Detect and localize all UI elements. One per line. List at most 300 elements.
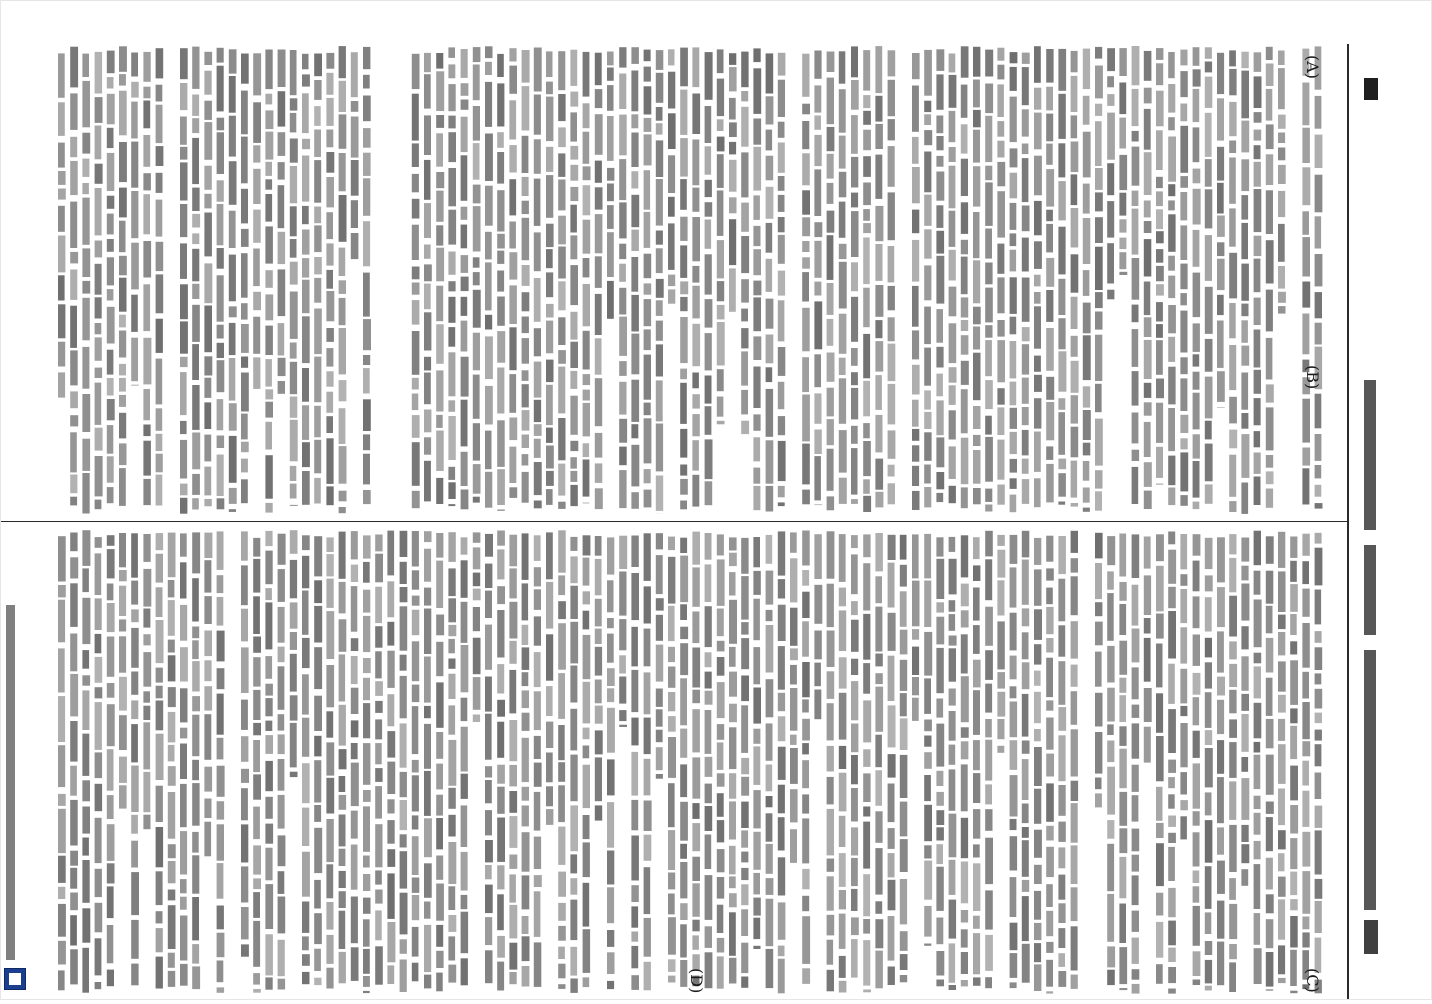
text-line-segment (339, 705, 346, 746)
text-line-segment (509, 447, 516, 483)
text-line-segment (668, 716, 676, 732)
text-line-segment (1193, 354, 1200, 366)
text-line-segment (717, 534, 724, 555)
text-line-segment (973, 537, 980, 559)
text-line-segment (1010, 408, 1017, 429)
text-line-segment (217, 801, 225, 819)
text-line-segment (1156, 130, 1163, 170)
text-line-segment (204, 822, 211, 857)
text-line-segment (851, 554, 858, 594)
text-line-segment (1315, 647, 1323, 670)
text-line-segment (461, 357, 469, 397)
text-line-segment (339, 446, 347, 484)
text-line-segment (741, 328, 748, 348)
text-line-segment (436, 286, 443, 322)
text-line-segment (156, 475, 163, 506)
text-line-segment (217, 436, 225, 449)
text-line-segment (1193, 811, 1200, 826)
text-line-segment (290, 530, 298, 554)
text-line-segment (900, 879, 907, 924)
text-line-segment (168, 640, 175, 653)
text-line-segment (58, 143, 65, 168)
text-line-segment (70, 634, 77, 672)
text-line-segment (814, 585, 822, 624)
text-line-segment (70, 868, 77, 889)
text-line-segment (1144, 317, 1152, 337)
text-line-segment (558, 153, 565, 177)
text-line-segment (1071, 926, 1078, 970)
text-line-segment (290, 362, 297, 394)
text-line-segment (888, 784, 895, 823)
text-line-segment (436, 561, 443, 608)
text-line-segment (766, 440, 774, 483)
text-line-segment (1229, 102, 1236, 136)
text-line-segment (863, 334, 870, 378)
text-line-segment (961, 862, 968, 904)
text-line-segment (1144, 422, 1151, 457)
text-line-segment (485, 950, 493, 983)
text-line-segment (253, 292, 261, 310)
text-line-segment (729, 958, 736, 984)
text-line-segment (107, 704, 115, 746)
text-line-segment (339, 507, 346, 513)
text-line-segment (802, 760, 809, 788)
text-line-segment (570, 441, 578, 451)
text-line-segment (961, 240, 968, 255)
text-line-segment (778, 902, 786, 939)
text-line-segment (570, 805, 578, 851)
text-line-segment (265, 162, 272, 176)
text-line-segment (924, 944, 931, 946)
text-line-segment (461, 452, 468, 486)
text-line-segment (278, 269, 286, 316)
text-line-segment (1144, 221, 1152, 233)
text-line-segment (778, 502, 785, 506)
text-line-segment (204, 71, 211, 95)
text-line-segment (631, 836, 639, 881)
text-line-segment (448, 116, 455, 129)
text-line-segment (924, 632, 932, 676)
text-line-segment (741, 705, 748, 753)
text-line-segment (1290, 641, 1297, 654)
text-line-segment (290, 206, 297, 236)
text-line-segment (875, 96, 882, 122)
text-line-segment (1290, 726, 1297, 759)
section-marker-d: (D) (687, 968, 706, 993)
text-line-segment (1010, 52, 1018, 63)
text-line-segment (668, 692, 675, 711)
text-line-segment (70, 766, 77, 796)
text-line-segment (1205, 377, 1213, 419)
text-line-segment (1266, 240, 1274, 283)
text-line-segment (400, 723, 407, 767)
text-line-segment (168, 890, 176, 901)
text-line-segment (143, 173, 151, 190)
text-line-segment (583, 977, 590, 987)
text-line-segment (1022, 827, 1029, 838)
text-line-segment (290, 139, 298, 163)
text-line-segment (558, 926, 566, 941)
text-line-segment (900, 839, 908, 872)
text-line-segment (448, 64, 455, 78)
text-line-segment (949, 943, 956, 982)
text-line-segment (192, 95, 199, 116)
text-line-segment (912, 400, 919, 427)
text-line-segment (936, 74, 943, 109)
text-line-segment (802, 570, 809, 586)
text-line-segment (1241, 714, 1248, 752)
text-line-segment (1046, 588, 1053, 605)
text-line-segment (363, 616, 370, 652)
text-line-segment (692, 217, 700, 261)
text-line-segment (1290, 537, 1297, 558)
text-line-segment (412, 300, 420, 325)
text-line-segment (936, 827, 944, 840)
text-line-segment (534, 462, 542, 495)
text-line-segment (717, 820, 724, 842)
text-line-segment (644, 170, 651, 210)
text-line-segment (70, 915, 77, 945)
text-line-segment (302, 591, 309, 635)
text-line-segment (1241, 121, 1249, 153)
text-line-segment (1095, 491, 1102, 510)
text-line-segment (290, 560, 297, 598)
text-line-segment (448, 482, 455, 499)
section-marker-a: (A) (1303, 55, 1322, 79)
text-line-segment (753, 226, 760, 246)
text-line-segment (851, 535, 858, 548)
text-line-segment (1217, 942, 1224, 986)
text-line-segment (680, 556, 688, 603)
text-line-segment (497, 469, 505, 505)
text-line-segment (156, 620, 164, 663)
text-line-segment (680, 802, 688, 841)
text-line-segment (436, 973, 443, 992)
text-line-segment (936, 810, 944, 825)
text-line-segment (802, 743, 809, 754)
text-line-segment (1071, 395, 1078, 423)
text-line-segment (1046, 87, 1053, 111)
text-line-segment (424, 461, 431, 502)
text-line-segment (1266, 802, 1274, 814)
text-line-segment (314, 278, 321, 303)
text-line-segment (1315, 175, 1323, 213)
text-line-segment (156, 957, 163, 989)
text-line-segment (1266, 919, 1274, 948)
text-line-segment (680, 465, 687, 476)
text-line-segment (827, 388, 834, 417)
text-line-segment (95, 903, 103, 933)
text-line-segment (119, 586, 126, 616)
text-line-segment (229, 49, 237, 73)
text-line-segment (973, 916, 980, 929)
text-line-segment (644, 299, 652, 326)
text-line-segment (607, 618, 614, 628)
text-line-segment (1254, 913, 1261, 945)
text-line-segment (229, 358, 236, 401)
text-line-segment (1241, 626, 1248, 649)
text-line-segment (461, 852, 468, 891)
text-line-segment (668, 223, 675, 270)
text-line-segment (180, 321, 188, 353)
text-line-segment (753, 281, 761, 296)
text-line-segment (814, 393, 821, 423)
text-line-segment (619, 572, 626, 616)
text-line-segment (790, 789, 798, 822)
text-line-segment (1034, 356, 1041, 372)
text-line-segment (1144, 727, 1151, 763)
text-line-segment (570, 187, 578, 201)
text-line-segment (863, 183, 871, 206)
text-line-segment (534, 501, 542, 509)
text-line-segment (278, 666, 285, 710)
text-line-segment (156, 668, 163, 683)
text-line-segment (875, 687, 883, 732)
text-line-segment (692, 709, 700, 752)
text-line-segment (778, 747, 786, 780)
text-line-segment (119, 278, 127, 312)
text-line-segment (326, 864, 333, 898)
text-line-segment (1229, 878, 1236, 900)
text-line-segment (1034, 88, 1041, 110)
text-line-segment (827, 449, 834, 491)
text-line-segment (363, 874, 370, 891)
text-line-segment (1034, 789, 1041, 824)
text-line-segment (1034, 830, 1042, 858)
text-line-segment (668, 557, 675, 604)
text-line-segment (180, 421, 187, 434)
text-line-segment (1046, 754, 1054, 777)
text-line-segment (741, 279, 749, 302)
text-line-segment (778, 122, 785, 138)
text-line-segment (961, 741, 969, 759)
text-line-segment (997, 84, 1004, 117)
text-line-segment (851, 858, 858, 886)
text-line-segment (436, 732, 443, 759)
text-line-segment (82, 690, 89, 730)
text-line-segment (473, 290, 481, 328)
text-line-segment (412, 685, 420, 703)
text-line-segment (1241, 778, 1249, 820)
text-line-segment (546, 147, 553, 172)
text-line-segment (717, 369, 724, 391)
text-line-segment (497, 700, 505, 717)
text-line-segment (436, 172, 444, 188)
text-line-segment (583, 635, 591, 679)
text-line-segment (1034, 644, 1041, 664)
text-line-segment (326, 177, 334, 207)
text-line-segment (1254, 76, 1262, 108)
text-line-segment (936, 918, 943, 945)
text-line-segment (509, 418, 517, 441)
text-line-segment (217, 360, 225, 392)
text-line-segment (778, 531, 785, 575)
text-line-segment (1254, 52, 1262, 72)
text-line-segment (1119, 219, 1126, 232)
text-line-segment (912, 365, 920, 395)
text-line-segment (680, 479, 688, 495)
text-line-segment (119, 570, 127, 581)
text-line-segment (619, 470, 626, 508)
text-line-segment (656, 615, 663, 641)
text-line-segment (1095, 47, 1102, 59)
text-line-segment (82, 860, 89, 903)
text-line-segment (180, 897, 187, 910)
text-line-segment (400, 562, 407, 584)
text-line-segment (473, 143, 480, 180)
text-line-segment (912, 491, 920, 510)
text-line-segment (58, 745, 65, 787)
text-line-segment (1266, 124, 1274, 149)
text-line-segment (1046, 402, 1054, 440)
text-line-segment (1132, 209, 1139, 255)
text-line-segment (253, 807, 260, 840)
text-line-segment (339, 749, 347, 769)
text-line-segment (1095, 66, 1103, 99)
text-line-segment (82, 394, 90, 432)
text-line-segment (985, 838, 993, 884)
text-line-segment (778, 416, 785, 435)
text-line-segment (1205, 960, 1212, 984)
text-line-segment (1132, 984, 1140, 994)
text-line-segment (131, 338, 138, 382)
text-line-segment (619, 317, 627, 356)
text-line-segment (1058, 502, 1065, 505)
text-line-segment (668, 72, 675, 109)
text-line-segment (302, 442, 310, 467)
text-line-segment (180, 147, 187, 160)
text-line-segment (1315, 830, 1322, 874)
text-line-segment (644, 533, 651, 581)
text-line-segment (339, 795, 347, 810)
text-line-segment (1229, 253, 1237, 299)
text-line-segment (900, 630, 908, 655)
text-line-segment (180, 204, 187, 237)
text-line-segment (326, 554, 333, 576)
text-line-segment (339, 815, 346, 847)
text-line-segment (217, 48, 224, 63)
text-line-segment (265, 194, 272, 222)
text-line-segment (131, 82, 139, 98)
text-line-segment (717, 682, 725, 718)
text-line-segment (888, 119, 895, 140)
text-line-segment (875, 901, 882, 914)
text-line-segment (936, 617, 944, 645)
text-line-segment (290, 420, 298, 462)
text-line-segment (802, 272, 809, 301)
text-line-segment (436, 951, 443, 968)
text-line-segment (265, 359, 272, 387)
text-line-segment (778, 300, 785, 341)
text-line-segment (1156, 484, 1163, 485)
text-line-segment (509, 855, 517, 869)
text-line-segment (1229, 664, 1237, 687)
text-line-segment (631, 800, 638, 830)
text-line-segment (302, 206, 309, 224)
text-line-segment (302, 954, 310, 966)
text-line-segment (412, 878, 420, 893)
text-line-segment (790, 532, 797, 552)
text-line-segment (1010, 233, 1017, 246)
dfg-logo (4, 968, 26, 990)
text-line-segment (741, 943, 748, 973)
text-line-segment (900, 802, 908, 837)
text-line-segment (1290, 805, 1298, 834)
text-line-segment (814, 354, 821, 387)
text-line-segment (1132, 534, 1140, 578)
text-line-segment (253, 317, 260, 354)
text-line-segment (1095, 563, 1102, 599)
text-line-segment (119, 443, 127, 465)
text-line-segment (265, 698, 272, 716)
text-line-segment (778, 217, 785, 232)
text-line-segment (375, 626, 382, 648)
text-line-segment (82, 439, 90, 471)
text-line-segment (363, 806, 370, 851)
text-line-segment (1156, 614, 1164, 639)
text-line-segment (107, 549, 115, 578)
text-line-segment (1058, 953, 1065, 967)
text-line-segment (631, 71, 638, 112)
text-line-segment (766, 723, 773, 760)
text-line-segment (509, 100, 516, 139)
text-line-segment (1046, 700, 1053, 710)
text-line-segment (1241, 434, 1249, 478)
text-line-segment (82, 650, 89, 669)
text-line-segment (1193, 763, 1200, 808)
text-line-segment (400, 772, 407, 797)
text-line-segment (107, 925, 114, 963)
text-line-segment (570, 709, 577, 751)
text-line-segment (997, 719, 1004, 739)
text-line-segment (1266, 89, 1273, 121)
text-line-segment (204, 306, 212, 353)
text-line-segment (1266, 894, 1274, 913)
text-line-segment (546, 428, 553, 443)
text-line-segment (570, 205, 577, 233)
text-line-segment (949, 537, 956, 552)
text-line-segment (1144, 688, 1152, 722)
text-line-segment (217, 933, 225, 958)
text-line-segment (302, 230, 310, 255)
text-line-segment (900, 565, 907, 587)
text-line-segment (936, 116, 943, 134)
text-line-segment (778, 817, 785, 850)
text-line-segment (1168, 833, 1176, 843)
text-line-segment (534, 616, 541, 645)
text-line-segment (1107, 163, 1114, 195)
text-line-segment (95, 634, 102, 653)
text-line-segment (436, 856, 443, 880)
text-line-segment (412, 54, 420, 89)
text-line-segment (1071, 254, 1079, 292)
text-line-segment (827, 970, 834, 992)
text-line-segment (95, 188, 102, 235)
text-line-segment (558, 575, 565, 595)
text-line-segment (497, 549, 504, 579)
text-line-segment (888, 465, 895, 477)
text-line-segment (351, 897, 358, 944)
text-line-segment (656, 709, 663, 726)
text-line-segment (888, 483, 895, 504)
text-line-segment (436, 370, 443, 411)
text-line-segment (1168, 760, 1176, 773)
text-line-segment (924, 581, 931, 628)
text-line-segment (778, 486, 785, 497)
text-line-segment (936, 867, 943, 911)
text-line-segment (290, 654, 297, 692)
text-line-segment (253, 559, 260, 593)
